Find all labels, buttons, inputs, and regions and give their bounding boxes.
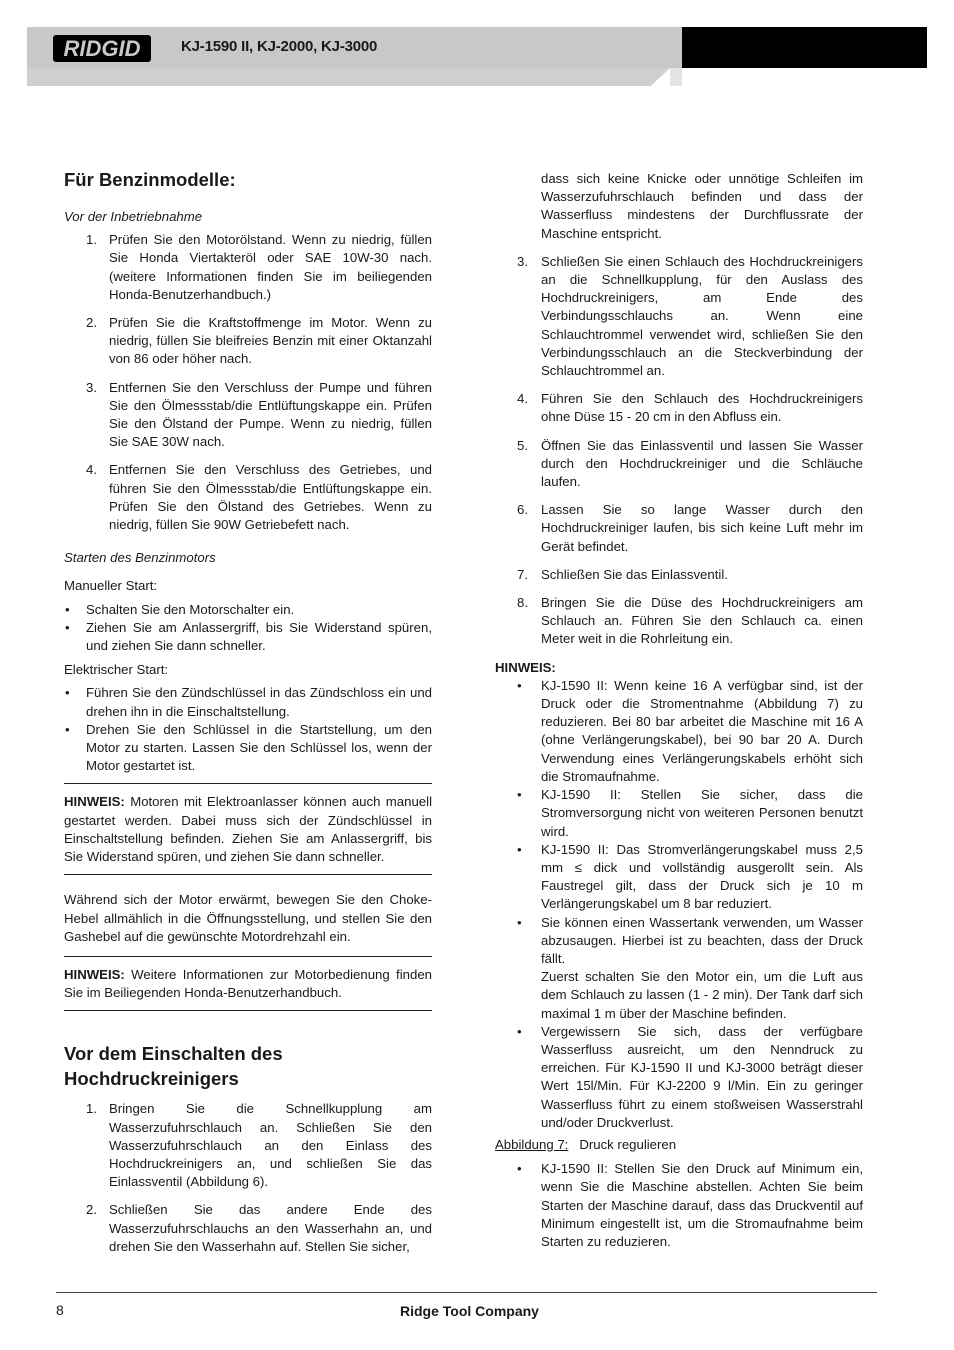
- list-item: 3. Entfernen Sie den Verschluss der Pumpe und führen Sie den Ölmessstab/die Entlüftungskappe ein. Prüfen Sie den Ölstand der Pumpe. Wenn zu niedrig, füllen Sie SAE 30W nach.: [86, 379, 432, 450]
- list-item: 3. Schließen Sie einen Schlauch des Hochdruckreinigers an die Schnellkupplung, für den Auslass des Hochdruckreinigers, am Ende des Verbindungsschlauchs an. Wenn eine Schlauchtrommel verwendet wird, schließen Sie den Verbindungsschlauch an die Steckverbindung der Schlauchtrommel an.: [517, 253, 863, 379]
- footer-rule: [56, 1292, 877, 1293]
- model-title: KJ-1590 II, KJ-2000, KJ-3000: [181, 38, 378, 55]
- page-number: 8: [56, 1302, 64, 1318]
- list-item: • KJ-1590 II: Das Stromverlängerungskabel muss 2,5 mm ≤ dick und vollständig ausgerollt sein. Als Faustregel gilt, dass der Druck sich je 10 m Verlängerungskabel um 8 bar reduziert.: [517, 841, 863, 912]
- list-item: • Sie können einen Wassertank verwenden, um Wasser abzusaugen. Hierbei ist zu beachten, dass der Druck fällt. Zuerst schalten Sie den Motor ein, um die Luft aus dem Schlauch zu lassen (1 - 2 min). Der Tank darf sich maximal 1 m über der Maschine befinden.: [517, 914, 863, 1021]
- list-item: • Führen Sie den Zündschlüssel in das Zündschloss ein und drehen ihn in die Einschaltstellung.: [65, 685, 432, 719]
- subheading-inbetriebnahme: Vor der Inbetriebnahme: [64, 209, 203, 224]
- list-item: 6. Lassen Sie so lange Wasser durch den Hochdruckreiniger laufen, bis sich keine Luft mehr im Gerät befindet.: [517, 502, 863, 554]
- left-column: [64, 168, 432, 1256]
- list-item: • Drehen Sie den Schlüssel in die Startstellung, um den Motor zu starten. Lassen Sie den Schlüssel los, wenn der Motor gestartet ist.: [65, 721, 432, 774]
- heading-vor-dem-einschalten: Vor dem Einschalten des Hochdruckreinigers: [64, 1043, 283, 1090]
- list-item: • KJ-1590 II: Stellen Sie sicher, dass die Stromversorgung nicht von weiteren Personen benutzt wird.: [517, 787, 863, 839]
- list-item: 1. Prüfen Sie den Motorölstand. Wenn zu niedrig, füllen Sie Honda Viertakteröl oder SAE 10W-30 nach. (weitere Informationen finden Sie im beiliegenden Honda-Benutzerhandbuch.): [86, 232, 432, 302]
- ridgid-logo: RIDGID: [53, 35, 151, 62]
- company-name: Ridge Tool Company: [400, 1303, 539, 1319]
- list-item: • Ziehen Sie am Anlassergriff, bis Sie Widerstand spüren, und ziehen Sie dann schneller.: [65, 619, 432, 654]
- list-item: 8. Bringen Sie die Düse des Hochdruckreinigers am Schlauch an. Führen Sie den Schlauch ca. einen Meter weit in die Rohrleitung ein.: [517, 595, 863, 647]
- right-column: [495, 170, 863, 1251]
- list-item: • KJ-1590 II: Stellen Sie den Druck auf Minimum ein, wenn Sie die Maschine abstellen. Achten Sie beim Starten der Maschine darauf, dass das Druckventil auf Minimum eingestellt ist, um die Stromaufnahme beim Starten zu reduzieren.: [517, 1161, 863, 1249]
- manual-start-label: Manueller Start:: [64, 578, 158, 594]
- note-honda-manual: HINWEIS: Weitere Informationen zur Motorbedienung finden Sie im Beiliegenden Honda-Benutzerhandbuch.: [64, 966, 432, 1001]
- list-item: 5. Öffnen Sie das Einlassventil und lassen Sie Wasser durch den Hochdruckreiniger und die Schläuche laufen.: [517, 437, 863, 490]
- header-stripe: [27, 68, 670, 86]
- header-stripe-gap: [670, 68, 682, 86]
- note-label: HINWEIS:: [495, 659, 556, 675]
- subheading-starten: Starten des Benzinmotors: [64, 550, 216, 566]
- header-black-block: [682, 27, 927, 68]
- list-item: 2. Prüfen Sie die Kraftstoffmenge im Motor. Wenn zu niedrig, füllen Sie bleifreies Benzin mit einer Oktanzahl von 86 oder höher nach.: [86, 315, 432, 367]
- continued-paragraph: dass sich keine Knicke oder unnötige Schleifen im Wasserzufuhrschlauch befinden und dass der Wasserfluss mindestens der Durchflussrate der Maschine entspricht.: [541, 171, 863, 241]
- list-item: • Vergewissern Sie sich, dass der verfügbare Wasserfluss ausreicht, um den Nenndruck zu erreichen. Für KJ-1590 II und KJ-3000 beträgt dieser Wert 15l/Min. Für KJ-2200 9 l/Min. Ein zu geringer Wasserfluss führt zu einem stoßweisen Wasserstrahl und/oder Druckverlust.: [517, 1023, 863, 1130]
- list-item: 1. Bringen Sie die Schnellkupplung am Wasserzufuhrschlauch an. Schließen Sie den Wasserzufuhrschlauch an den Einlass des Hochdruckreinigers an, und schließen Sie das Einlassventil (Abbildung 6).: [86, 1101, 432, 1190]
- note-electric-starter: HINWEIS: Motoren mit Elektroanlasser können auch manuell gestartet werden. Dabei muss sich der Zündschlüssel in Einschaltstellung befinden. Ziehen Sie am Anlassergriff, bis Sie Widerstand spüren, und ziehen Sie dann schneller.: [64, 794, 432, 865]
- choke-paragraph: Während sich der Motor erwärmt, bewegen Sie den Choke-Hebel allmählich in die Öffnungsstellung, und stellen Sie den Gashebel auf die gewünschte Motordrehzahl ein.: [64, 892, 432, 944]
- list-item: 7. Schließen Sie das Einlassventil.: [517, 566, 728, 582]
- electric-start-label: Elektrischer Start:: [64, 662, 169, 678]
- list-item: 4. Führen Sie den Schlauch des Hochdruckreinigers ohne Düse 15 - 20 cm in den Abfluss ein.: [517, 391, 863, 425]
- heading-benzinmodelle: Für Benzinmodelle:: [64, 169, 236, 190]
- list-item: • Schalten Sie den Motorschalter ein.: [65, 601, 295, 617]
- figure-caption: Abbildung 7: Druck regulieren: [495, 1136, 677, 1152]
- list-item: • KJ-1590 II: Wenn keine 16 A verfügbar sind, ist der Druck oder die Stromentnahme (Abbildung 7) zu reduzieren. Bei 80 bar arbeitet die Maschine mit 16 A (ohne Verlängerungskabel), bei 90 bar 20 A. Durch Verwendung eines Verlängerungskabels erhöht sich die Stromaufnahme.: [517, 677, 863, 784]
- list-item: 4. Entfernen Sie den Verschluss des Getriebes, und führen Sie den Ölmessstab/die Entlüftungskappe ein. Prüfen Sie den Ölstand des Getriebes. Wenn zu niedrig, füllen Sie 90W Getriebefett nach.: [86, 462, 432, 533]
- list-item: 2. Schließen Sie das andere Ende des Wasserzufuhrschlauchs an den Wasserhahn an, und drehen Sie den Wasserhahn auf. Stellen Sie sicher,: [86, 1202, 432, 1254]
